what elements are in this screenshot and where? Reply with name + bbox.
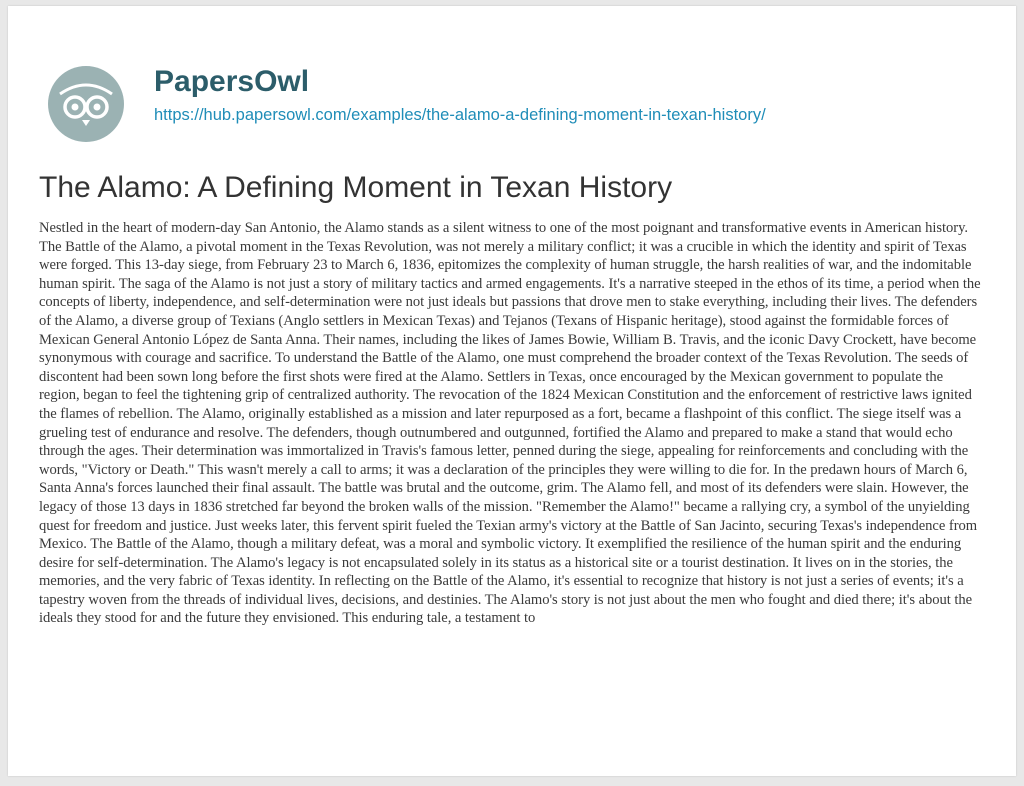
brand-name[interactable]: PapersOwl bbox=[154, 65, 310, 98]
page-title: The Alamo: A Defining Moment in Texan History bbox=[39, 171, 673, 204]
page-header bbox=[46, 64, 946, 144]
essay-body: Nestled in the heart of modern-day San Antonio, the Alamo stands as a silent witness to one of the most poignant and transformative events in American history. The Battle of the Alamo, a pivotal moment in the Texas Revolution, was not merely a military conflict; it was a crucible in which the identity and spirit of Texas were forged. This 13-day siege, from February 23 to March 6, 1836, epitomizes the complexity of human struggle, the harsh realities of war, and the indomitable human spirit. The saga of the Alamo is not just a story of military tactics and armed engagements. It's a narrative steeped in the ethos of its time, a period when the concepts of liberty, independence, and self-determination were not just ideals but passions that drove men to stake everything, including their lives. The defenders of the Alamo, a diverse group of Texians (Anglo settlers in Mexican Texas) and Tejanos (Texans of Hispanic heritage), stood against the formidable forces of Mexican General Antonio López de Santa Anna. Their names, including the likes of James Bowie, William B. Travis, and the iconic Davy Crockett, have become synonymous with courage and sacrifice. To understand the Battle of the Alamo, one must comprehend the broader context of the Texas Revolution. The seeds of discontent had been sown long before the first shots were fired at the Alamo. Settlers in Texas, once encouraged by the Mexican government to populate the region, began to feel the tightening grip of centralized authority. The revocation of the 1824 Mexican Constitution and the enforcement of restrictive laws ignited the flames of rebellion. The Alamo, originally established as a mission and later repurposed as a fort, became a flashpoint of this conflict. The siege itself was a grueling test of endurance and resolve. The defenders, though outnumbered and outgunned, fortified the Alamo and prepared to make a stand that would echo through the ages. Their determination was immortalized in Travis's famous letter, penned during the siege, appealing for reinforcements and concluding with the words, "Victory or Death." This wasn't merely a call to arms; it was a declaration of the principles they were willing to die for. In the predawn hours of March 6, Santa Anna's forces launched their final assault. The battle was brutal and the outcome, grim. The Alamo fell, and most of its defenders were slain. However, the legacy of those 13 days in 1836 stretched far beyond the broken walls of the mission. "Remember the Alamo!" became a rallying cry, a symbol of the unyielding quest for freedom and justice. Just weeks later, this fervent spirit fueled the Texian army's victory at the Battle of San Jacinto, securing Texas's independence from Mexico. The Battle of the Alamo, though a military defeat, was a moral and symbolic victory. It exemplified the resilience of the human spirit and the enduring desire for self-determination. The Alamo's legacy is not encapsulated solely in its status as a historical site or a tourist destination. It lives on in the stories, the memories, and the very fabric of Texas identity. In reflecting on the Battle of the Alamo, it's essential to recognize that history is not just a series of events; it's a tapestry woven from the threads of individual lives, decisions, and destinies. The Alamo's story is not just about the men who fought and died there; it's about the ideals they stood for and the future they envisioned. This enduring tale, a testament to bbox=[39, 220, 981, 627]
source-url[interactable]: https://hub.papersowl.com/examples/the-alamo-a-defining-moment-in-texan-history/ bbox=[154, 106, 766, 124]
owl-logo-icon bbox=[46, 64, 126, 144]
